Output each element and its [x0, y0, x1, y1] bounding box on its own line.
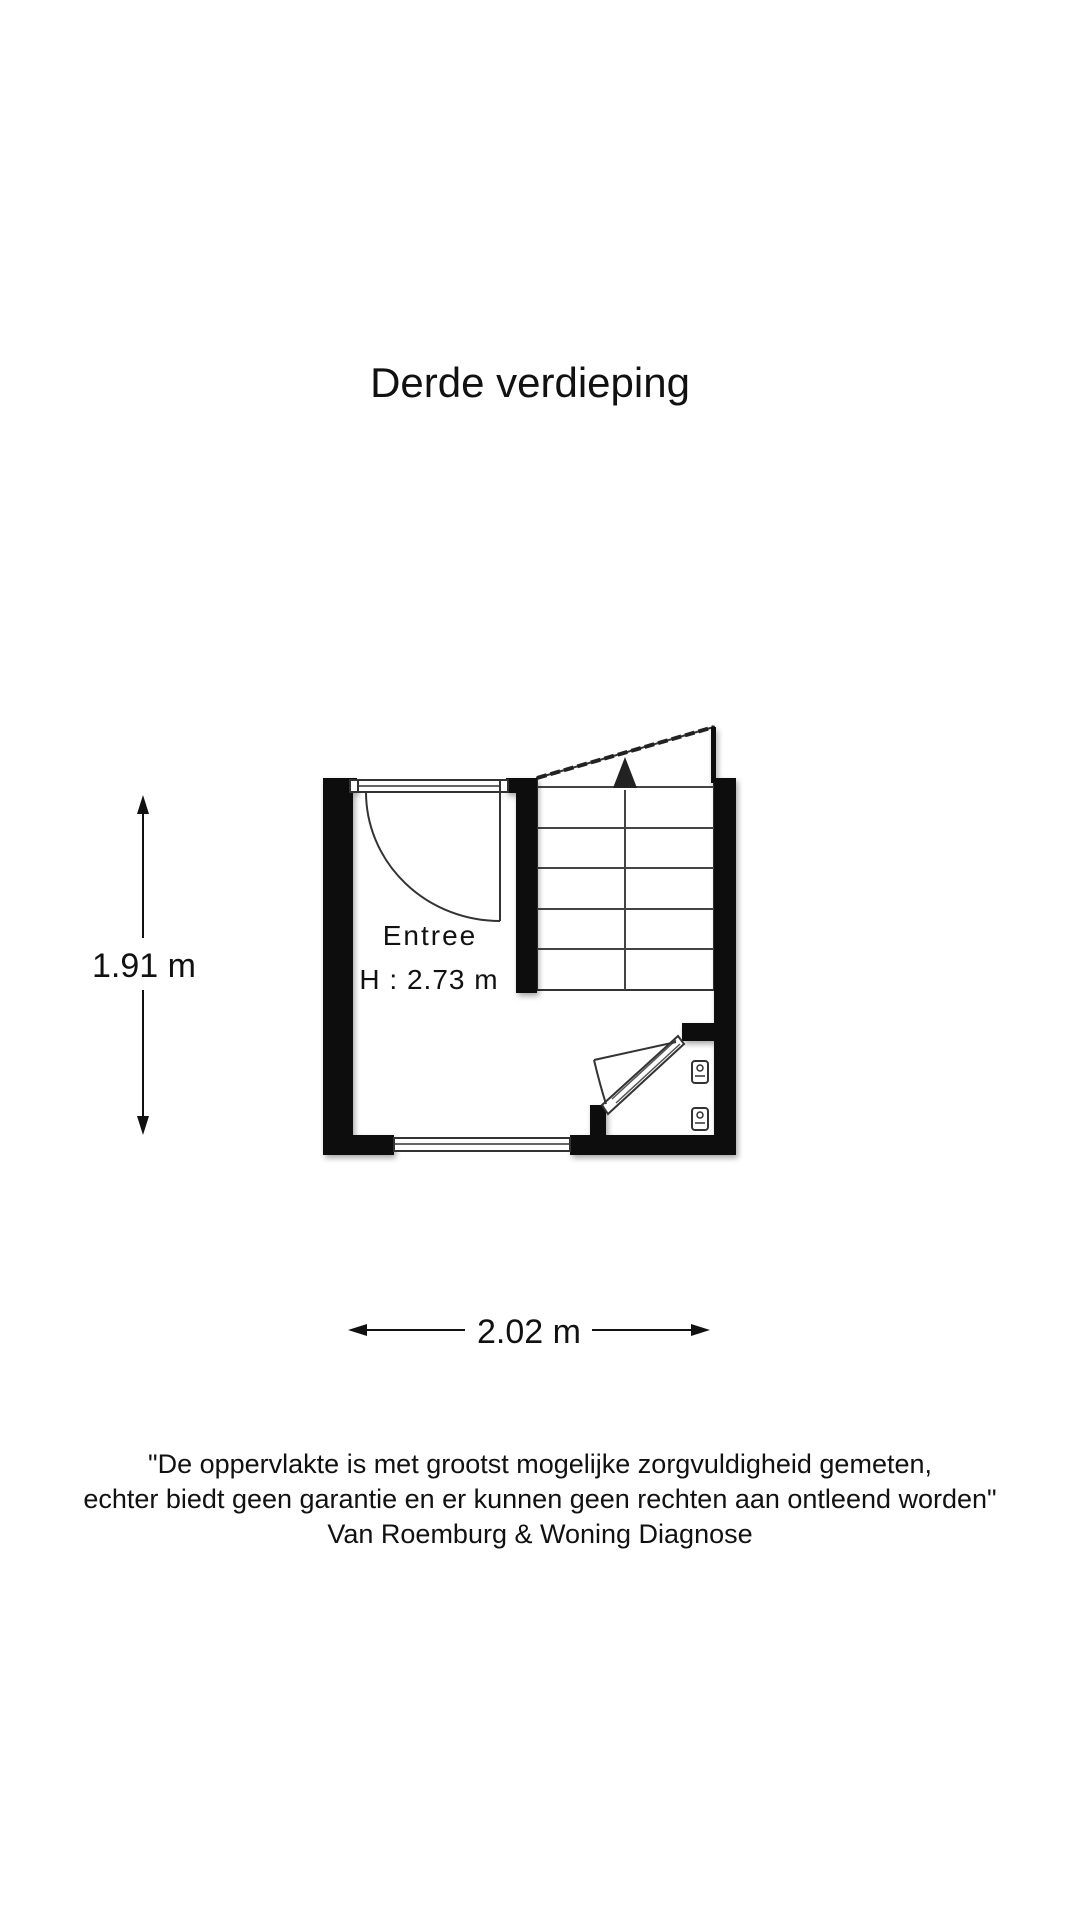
entrance-door [366, 792, 500, 921]
wall-closet-top [682, 1023, 716, 1041]
vertical-dimension-label: 1.91 m [92, 947, 196, 985]
arrow-up-icon [137, 795, 149, 814]
meter-icon [692, 1061, 708, 1083]
window-top-jamb [500, 780, 508, 792]
arrow-down-icon [137, 1116, 149, 1135]
wall-stair-partition [516, 778, 537, 993]
closet-door-swing-arc [594, 1060, 606, 1104]
wall-right-cap [711, 727, 716, 783]
disclaimer [0, 1447, 1080, 1552]
window-top [350, 780, 508, 792]
closet-door [594, 1036, 684, 1114]
wall-right [714, 778, 736, 1155]
horizontal-dimension-label: 2.02 m [477, 1313, 581, 1351]
window-top-jamb [350, 780, 358, 792]
wall-left [323, 778, 353, 1155]
wall-closet-stub [590, 1105, 606, 1139]
meter-icon [692, 1108, 708, 1130]
room-name: Entree [382, 920, 478, 951]
window-bottom [394, 1138, 570, 1151]
disclaimer-line: echter biedt geen garantie en er kunnen geen rechten aan ontleend worden" [83, 1484, 997, 1514]
floor-title: Derde verdieping [370, 359, 690, 406]
closet-door-leaf [602, 1036, 684, 1114]
disclaimer-line: "De oppervlakte is met grootst mogelijke zorgvuldigheid gemeten, [148, 1449, 932, 1479]
room-height: H : 2.73 m [359, 964, 499, 995]
staircase [537, 727, 714, 990]
vertical-dimension [92, 795, 196, 1135]
arrow-left-icon [348, 1324, 367, 1336]
meter-icons [692, 1061, 708, 1130]
horizontal-dimension [348, 1313, 710, 1351]
door-swing-arc [366, 792, 500, 921]
wall-bottom-left [323, 1135, 394, 1155]
arrow-right-icon [691, 1324, 710, 1336]
disclaimer-company: Van Roemburg & Woning Diagnose [327, 1519, 753, 1549]
